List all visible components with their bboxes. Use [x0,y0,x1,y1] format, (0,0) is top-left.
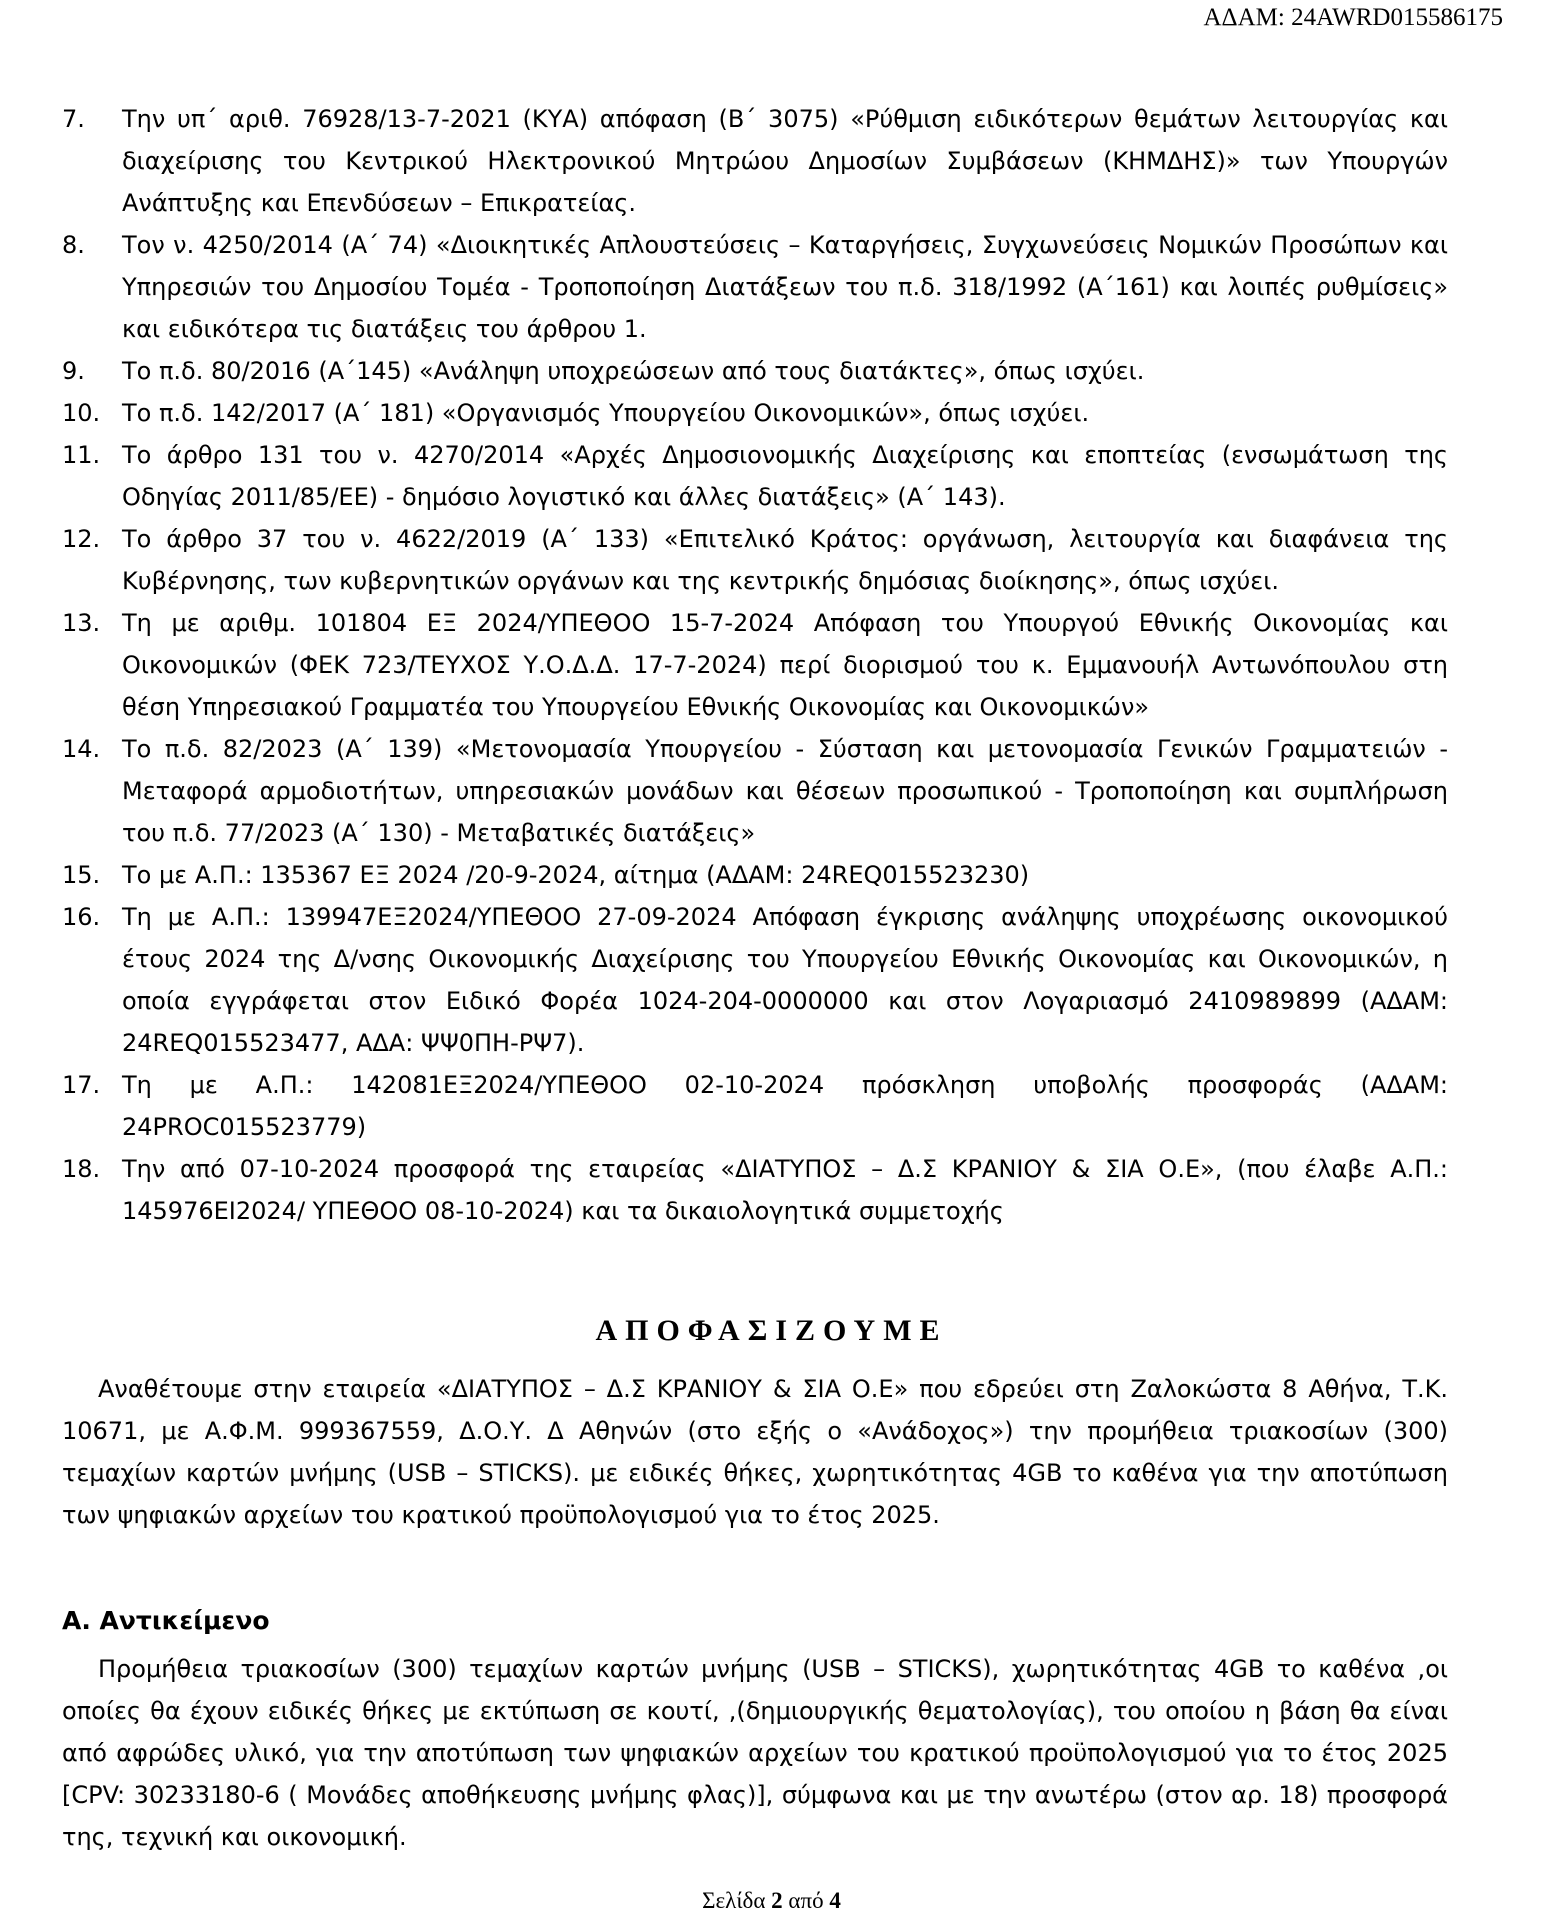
item-text: Το π.δ. 142/2017 (Α΄ 181) «Οργανισμός Υπουργείου Οικονομικών», όπως ισχύει. [122,399,1090,427]
list-item [62,1064,1448,1148]
footer-middle: από [788,1888,824,1913]
item-text: Τη με Α.Π.: 142081ΕΞ2024/ΥΠΕΘΟΟ 02-10-2024 πρόσκληση υποβολής προσφοράς (ΑΔΑΜ: 24PROC015523779) [122,1071,1448,1141]
list-item [62,896,1448,1064]
list-item [62,854,1448,896]
page-footer [0,1888,1543,1914]
item-text: Το με Α.Π.: 135367 ΕΞ 2024 /20-9-2024, αίτημα (ΑΔΑΜ: 24REQ015523230) [122,861,1030,889]
considerations-list [62,98,1448,1232]
list-item [62,350,1448,392]
list-item [62,728,1448,854]
decision-paragraph: Αναθέτουμε στην εταιρεία «ΔΙΑΤΥΠΟΣ – Δ.Σ ΚΡΑΝΙΟΥ & ΣΙΑ Ο.Ε» που εδρεύει στη Ζαλοκώστα 8 Αθήνα, Τ.Κ. 10671, με Α.Φ.Μ. 999367559, Δ.Ο.Υ. Δ Αθηνών (στο εξής ο «Ανάδοχος») την προμήθεια τριακοσίων (300) τεμαχίων καρτών μνήμης (USB – STICKS). με ειδικές θήκες, χωρητικότητας 4GB το καθένα για την αποτύπωση των ψηφιακών αρχείων του κρατικού προϋπολογισμού για το έτος 2025. [62,1375,1448,1529]
item-number: 16. [62,903,101,931]
item-text: Το π.δ. 80/2016 (Α΄145) «Ανάληψη υποχρεώσεων από τους διατάκτες», όπως ισχύει. [122,357,1145,385]
item-number: 12. [62,525,101,553]
item-number: 15. [62,861,101,889]
item-number: 10. [62,399,101,427]
item-number: 18. [62,1155,101,1183]
item-number: 7. [62,105,85,133]
item-text: Τη με Α.Π.: 139947ΕΞ2024/ΥΠΕΘΟΟ 27-09-2024 Απόφαση έγκρισης ανάληψης υποχρέωσης οικονομικού έτους 2024 της Δ/νσης Οικονομικής Διαχείρισης του Υπουργείου Εθνικής Οικονομίας και Οικονομικών, η οποία εγγράφεται στον Ειδικό Φορέα 1024-204-0000000 και στον Λογαριασμό 2410989899 (ΑΔΑΜ: 24REQ015523477, ΑΔΑ: ΨΨ0ΠΗ-ΡΨ7). [122,903,1448,1057]
list-item [62,602,1448,728]
list-item [62,518,1448,602]
item-text: Το π.δ. 82/2023 (Α΄ 139) «Μετονομασία Υπουργείου - Σύσταση και μετονομασία Γενικών Γραμματειών - Μεταφορά αρμοδιοτήτων, υπηρεσιακών μονάδων και θέσεων προσωπικού - Τροποποίηση και συμπλήρωση του π.δ. 77/2023 (Α΄ 130) - Μεταβατικές διατάξεις» [122,735,1448,847]
item-text: Το άρθρο 131 του ν. 4270/2014 «Αρχές Δημοσιονομικής Διαχείρισης και εποπτείας (ενσωμάτωση της Οδηγίας 2011/85/ΕΕ) - δημόσιο λογιστικό και άλλες διατάξεις» (Α΄ 143). [122,441,1448,511]
item-text: Την υπ΄ αριθ. 76928/13-7-2021 (ΚΥΑ) απόφαση (Β΄ 3075) «Ρύθμιση ειδικότερων θεμάτων λειτουργίας και διαχείρισης του Κεντρικού Ηλεκτρονικού Μητρώου Δημοσίων Συμβάσεων (ΚΗΜΔΗΣ)» των Υπουργών Ανάπτυξης και Επενδύσεων – Επικρατείας. [122,105,1448,217]
item-text: Τον ν. 4250/2014 (Α΄ 74) «Διοικητικές Απλουστεύσεις – Καταργήσεις, Συγχωνεύσεις Νομικών Προσώπων και Υπηρεσιών του Δημοσίου Τομέα - Τροποποίηση Διατάξεων του π.δ. 318/1992 (Α΄161) και λοιπές ρυθμίσεις» και ειδικότερα τις διατάξεις του άρθρου 1. [122,231,1448,343]
item-number: 14. [62,735,101,763]
list-item [62,98,1448,224]
item-number: 13. [62,609,101,637]
section-a-title: Α. Αντικείμενο [62,1606,270,1635]
item-number: 9. [62,357,85,385]
item-text: Την από 07-10-2024 προσφορά της εταιρείας «ΔΙΑΤΥΠΟΣ – Δ.Σ ΚΡΑΝΙΟΥ & ΣΙΑ Ο.Ε», (που έλαβε Α.Π.: 145976ΕΙ2024/ ΥΠΕΘΟΟ 08-10-2024) και τα δικαιολογητικά συμμετοχής [122,1155,1448,1225]
item-text: Το άρθρο 37 του ν. 4622/2019 (Α΄ 133) «Επιτελικό Κράτος: οργάνωση, λειτουργία και διαφάνεια της Κυβέρνησης, των κυβερνητικών οργάνων και της κεντρικής δημόσιας διοίκησης», όπως ισχύει. [122,525,1448,595]
footer-prefix: Σελίδα [702,1888,766,1913]
item-number: 11. [62,441,101,469]
list-item [62,392,1448,434]
list-item [62,1148,1448,1232]
list-item [62,434,1448,518]
list-item [62,224,1448,350]
footer-page-number: 2 [771,1888,783,1913]
item-text: Τη με αριθμ. 101804 ΕΞ 2024/ΥΠΕΘΟΟ 15-7-2024 Απόφαση του Υπουργού Εθνικής Οικονομίας και Οικονομικών (ΦΕΚ 723/ΤΕΥΧΟΣ Υ.Ο.Δ.Δ. 17-7-2024) περί διορισμού του κ. Εμμανουήλ Αντωνόπουλου στη θέση Υπηρεσιακού Γραμματέα του Υπουργείου Εθνικής Οικονομίας και Οικονομικών» [122,609,1448,721]
section-a-paragraph: Προμήθεια τριακοσίων (300) τεμαχίων καρτών μνήμης (USB – STICKS), χωρητικότητας 4GB το καθένα ,οι οποίες θα έχουν ειδικές θήκες με εκτύπωση σε κουτί, ,(δημιουργικής θεματολογίας), του οποίου η βάση θα είναι από αφρώδες υλικό, για την αποτύπωση των ψηφιακών αρχείων του κρατικού προϋπολογισμού για το έτος 2025 [CPV: 30233180-6 ( Μονάδες αποθήκευσης μνήμης φλας)], σύμφωνα και με την ανωτέρω (στον αρ. 18) προσφορά της, τεχνική και οικονομική. [62,1655,1448,1851]
footer-page-total: 4 [829,1888,841,1913]
item-number: 8. [62,231,85,259]
adam-header: ΑΔΑΜ: 24AWRD015586175 [1203,4,1503,31]
item-number: 17. [62,1071,101,1099]
decision-heading: ΑΠΟΦΑΣΙΖΟΥΜΕ [595,1314,948,1347]
